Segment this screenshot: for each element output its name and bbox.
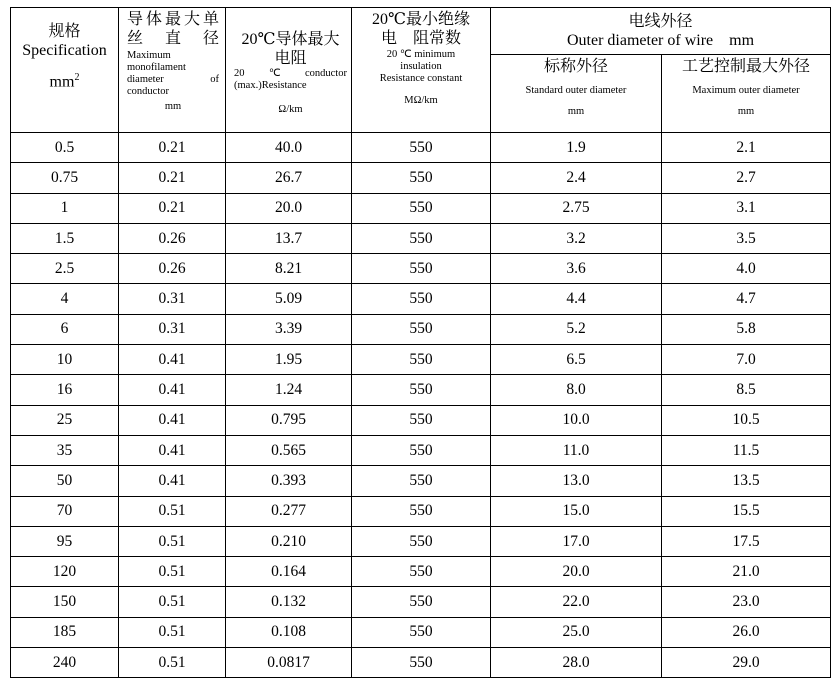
cell-spec: 35 [11,435,119,465]
cell-maximum-od: 2.1 [662,133,831,163]
cell-resistance: 3.39 [226,314,352,344]
cell-standard-od: 2.75 [491,193,662,223]
cell-mono-diameter: 0.51 [119,557,226,587]
header-mono [119,8,226,133]
cell-mono-diameter: 0.51 [119,648,226,678]
cell-insulation: 550 [352,587,491,617]
cell-insulation: 550 [352,314,491,344]
cell-insulation: 550 [352,254,491,284]
header-standard [491,55,662,133]
header-maximum [662,55,831,133]
cell-maximum-od: 4.0 [662,254,831,284]
header-spec-en: Specification [22,42,107,59]
cell-insulation: 550 [352,375,491,405]
cell-resistance: 0.132 [226,587,352,617]
cell-spec: 240 [11,648,119,678]
cell-spec: 95 [11,526,119,556]
cell-resistance: 26.7 [226,163,352,193]
cell-maximum-od: 29.0 [662,648,831,678]
table-row [11,617,831,647]
cell-mono-diameter: 0.26 [119,254,226,284]
cell-maximum-od: 4.7 [662,284,831,314]
cell-spec: 70 [11,496,119,526]
table-row [11,223,831,253]
header-outer-en: Outer diameter of wire mm [566,32,755,49]
header-insulation-zh-1: 20℃最小绝缘 [372,11,470,28]
header-outer-zh: 电线外径 [628,13,693,30]
cell-insulation: 550 [352,466,491,496]
cell-spec: 0.5 [11,133,119,163]
cell-mono-diameter: 0.21 [119,163,226,193]
table-row [11,648,831,678]
cell-resistance: 20.0 [226,193,352,223]
cell-standard-od: 8.0 [491,375,662,405]
header-insulation [352,8,491,133]
cell-mono-diameter: 0.41 [119,405,226,435]
cell-spec: 185 [11,617,119,647]
wire-spec-table [10,7,831,678]
cell-maximum-od: 13.5 [662,466,831,496]
header-maximum-en: Maximum outer diameter [692,85,800,96]
cell-resistance: 13.7 [226,223,352,253]
header-maximum-zh: 工艺控制最大外径 [681,58,810,75]
cell-resistance: 0.0817 [226,648,352,678]
header-spec [11,8,119,133]
cell-standard-od: 22.0 [491,587,662,617]
table-row [11,375,831,405]
cell-mono-diameter: 0.41 [119,345,226,375]
cell-standard-od: 5.2 [491,314,662,344]
cell-spec: 16 [11,375,119,405]
cell-mono-diameter: 0.21 [119,133,226,163]
header-standard-en: Standard outer diameter [525,85,627,96]
cell-maximum-od: 3.1 [662,193,831,223]
table-row [11,557,831,587]
header-insulation-en-1: 20 ℃ minimum [386,49,456,60]
cell-standard-od: 17.0 [491,526,662,556]
cell-standard-od: 28.0 [491,648,662,678]
cell-spec: 50 [11,466,119,496]
cell-insulation: 550 [352,617,491,647]
cell-maximum-od: 23.0 [662,587,831,617]
header-insulation-en-3: Resistance constant [379,73,463,84]
cell-maximum-od: 7.0 [662,345,831,375]
cell-standard-od: 2.4 [491,163,662,193]
header-resistance-en-1: 20 ℃ conductor [234,68,347,79]
cell-mono-diameter: 0.21 [119,193,226,223]
cell-spec: 25 [11,405,119,435]
header-resistance-zh-2: 电阻 [274,50,307,67]
header-maximum-unit: mm [737,106,755,117]
header-mono-en-1: Maximum [127,50,171,61]
header-outer [491,8,831,55]
cell-spec: 6 [11,314,119,344]
cell-maximum-od: 21.0 [662,557,831,587]
header-standard-zh: 标称外径 [543,58,608,75]
cell-insulation: 550 [352,435,491,465]
cell-maximum-od: 11.5 [662,435,831,465]
table-row [11,435,831,465]
cell-resistance: 1.24 [226,375,352,405]
cell-resistance: 8.21 [226,254,352,284]
header-spec-unit: $mm^2$ [49,72,80,91]
cell-resistance: 1.95 [226,345,352,375]
cell-mono-diameter: 0.26 [119,223,226,253]
cell-maximum-od: 15.5 [662,496,831,526]
cell-standard-od: 4.4 [491,284,662,314]
cell-spec: 4 [11,284,119,314]
cell-resistance: 0.795 [226,405,352,435]
cell-insulation: 550 [352,405,491,435]
cell-spec: 120 [11,557,119,587]
cell-resistance: 0.108 [226,617,352,647]
header-resistance-zh-1: 20℃导体最大 [241,31,340,48]
cell-standard-od: 10.0 [491,405,662,435]
cell-mono-diameter: 0.41 [119,435,226,465]
cell-standard-od: 6.5 [491,345,662,375]
header-spec-zh: 规格 [48,23,81,40]
cell-mono-diameter: 0.51 [119,617,226,647]
table-row [11,163,831,193]
cell-spec: 2.5 [11,254,119,284]
cell-mono-diameter: 0.51 [119,587,226,617]
header-mono-en-4: conductor [127,86,169,97]
cell-standard-od: 13.0 [491,466,662,496]
cell-mono-diameter: 0.41 [119,375,226,405]
cell-maximum-od: 5.8 [662,314,831,344]
cell-mono-diameter: 0.51 [119,496,226,526]
cell-standard-od: 15.0 [491,496,662,526]
cell-insulation: 550 [352,223,491,253]
table-row [11,284,831,314]
table-row [11,133,831,163]
cell-maximum-od: 2.7 [662,163,831,193]
cell-spec: 1.5 [11,223,119,253]
cell-maximum-od: 17.5 [662,526,831,556]
table-row [11,405,831,435]
table-row [11,587,831,617]
cell-insulation: 550 [352,496,491,526]
cell-resistance: 5.09 [226,284,352,314]
cell-standard-od: 11.0 [491,435,662,465]
header-mono-zh-1: 导体最大单 [127,11,219,28]
cell-insulation: 550 [352,345,491,375]
cell-insulation: 550 [352,133,491,163]
cell-maximum-od: 10.5 [662,405,831,435]
cell-insulation: 550 [352,163,491,193]
cell-resistance: 40.0 [226,133,352,163]
cell-spec: 0.75 [11,163,119,193]
header-insulation-unit: MΩ/km [404,95,438,106]
cell-resistance: 0.210 [226,526,352,556]
cell-spec: 1 [11,193,119,223]
header-resistance [226,8,352,133]
cell-insulation: 550 [352,526,491,556]
cell-insulation: 550 [352,557,491,587]
cell-maximum-od: 8.5 [662,375,831,405]
cell-resistance: 0.393 [226,466,352,496]
cell-standard-od: 25.0 [491,617,662,647]
table-row [11,526,831,556]
table-row [11,345,831,375]
table-row [11,254,831,284]
cell-insulation: 550 [352,284,491,314]
header-resistance-en-2: (max.)Resistance [234,80,307,91]
cell-mono-diameter: 0.41 [119,466,226,496]
cell-insulation: 550 [352,648,491,678]
cell-resistance: 0.164 [226,557,352,587]
table-row [11,314,831,344]
cell-spec: 150 [11,587,119,617]
cell-standard-od: 1.9 [491,133,662,163]
header-mono-zh-2: 丝 直 径 [127,30,219,47]
cell-resistance: 0.277 [226,496,352,526]
cell-mono-diameter: 0.51 [119,526,226,556]
header-mono-en-3: diameter of [127,74,219,85]
cell-spec: 10 [11,345,119,375]
header-insulation-zh-2: 电 阻常数 [380,30,461,47]
header-resistance-unit: Ω/km [278,104,303,115]
cell-maximum-od: 3.5 [662,223,831,253]
table-row [11,193,831,223]
header-insulation-en-2: insulation [400,61,442,72]
table-body [11,133,831,678]
header-mono-en-2: monofilament [127,62,186,73]
cell-standard-od: 20.0 [491,557,662,587]
cell-mono-diameter: 0.31 [119,284,226,314]
table-row [11,466,831,496]
cell-mono-diameter: 0.31 [119,314,226,344]
table-row [11,496,831,526]
cell-standard-od: 3.6 [491,254,662,284]
cell-standard-od: 3.2 [491,223,662,253]
cell-resistance: 0.565 [226,435,352,465]
header-standard-unit: mm [567,106,585,117]
cell-maximum-od: 26.0 [662,617,831,647]
cell-insulation: 550 [352,193,491,223]
header-mono-unit: mm [164,101,182,112]
